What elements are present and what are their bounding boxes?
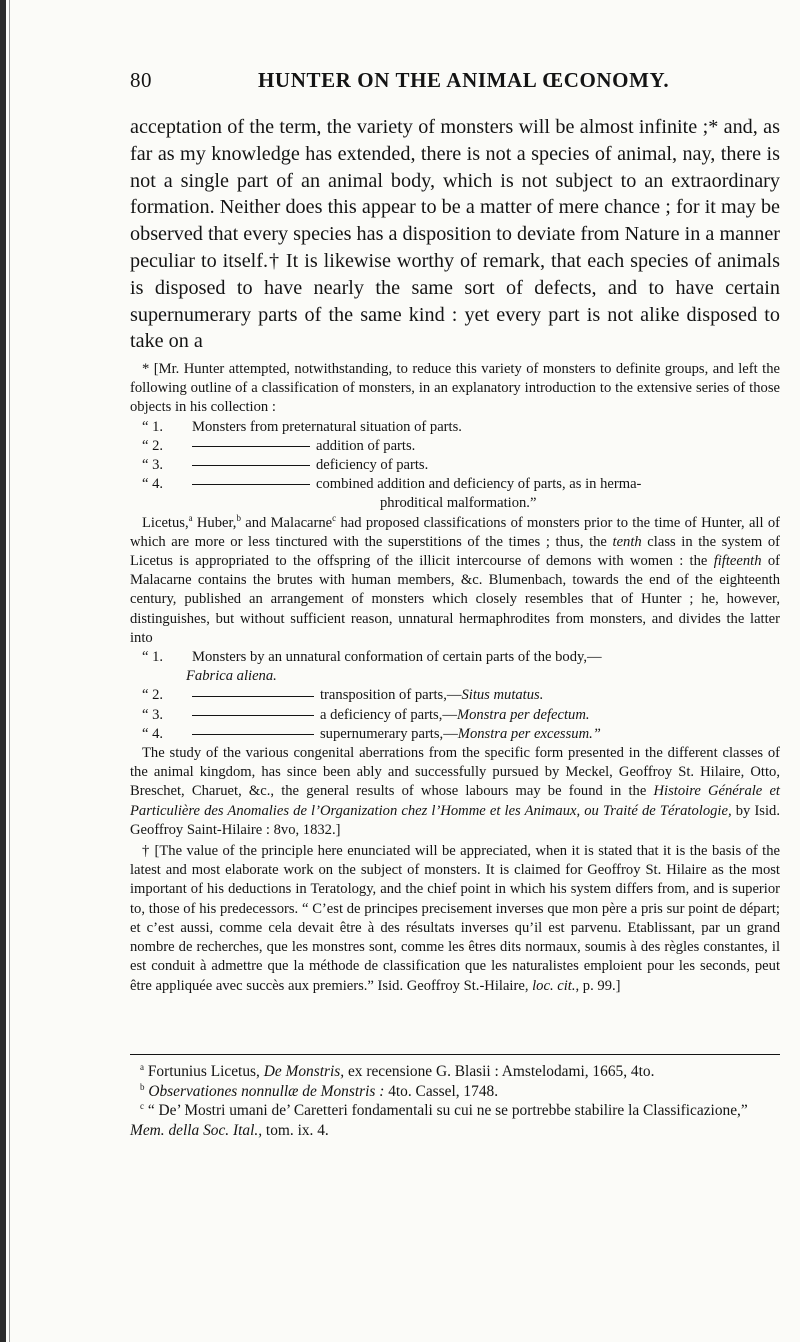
running-title: HUNTER ON THE ANIMAL ŒCONOMY. bbox=[258, 68, 670, 92]
footnote-divider bbox=[130, 1054, 780, 1055]
reference-notes bbox=[130, 1062, 780, 1140]
ditto-rule bbox=[192, 484, 310, 485]
reference-a: $^a$ Fortunius Licetus, De Monstris, ex recensione G. Blasii : Amstelodami, 1665, 4to. bbox=[140, 1062, 655, 1080]
footnote-asterisk: * [Mr. Hunter attempted, notwithstanding, to reduce this variety of monsters to definite groups, and left the following outline of a classification of monsters, in an explanatory introduction to the extensive series of those objects in his collection : “ 1. Monsters from preternatural situation of parts. “ 2. addition of parts. “ 3. deficiency of parts. “ 4. combined addition and deficiency of parts, as in herma- phroditical malformation.” Licetus,$^a$ Huber,$^b$ and Malacarne$^c$ had proposed classifications of monsters prior to the time of Hunter, all of which are more or less tinctured with the superstitions of the times ; thus, the tenth class in the system of Licetus is appropriated to the offspring of the illicit intercourse of demons with women : the fifteenth of Malacarne contains the brutes with human members, &c. Blumenbach, towards the end of the eighteenth century, published an arrangement of monsters which closely resembles that of Hunter ; he, however, distinguishes, but without sufficient reason, unnatural hermaphrodites from monsters, and divides the latter into “ 1. Monsters by an unnatural conformation of certain parts of the body,— Fabrica aliena. “ 2. transposition of parts,—Situs mutatus. “ 3. a deficiency of parts,—Monstra per defectum. “ 4. supernumerary parts,—Monstra per excessum.” The study of the various congenital aberrations from the specific form presented in the different classes of the animal kingdom, has since been ably and successfully pursued by Meckel, Geoffroy St. Hilaire, Otto, Breschet, Charuet, &c., the general results of whose labours may be found in the Histoire Générale et Particulière des Anomalies de l’Organization chez l’Homme et les Animaux, ou Traité de Tératologie, by Isid. Geoffroy Saint-Hilaire : 8vo, 1832.] † [The value of the principle here enunciated will be appreciated, when it is stated that it is the basis of the latest and most elaborate work on the subject of monsters. It is claimed for Geoffroy St. Hilaire as the most important of his deductions in Teratology, and the chief point in which his system differs from, and is superior to, those of his predecessors. “ C’est de principes precisement inverses que mon père a pris sur point de départ; et c’est aussi, comme cela devait être à des résultats inverses qu’il est parvenu. Etablissant, par un grand nombre de recherches, que les monstres sont, comme les êtres dits normaux, soumis à des règles constantes, il est conduit à admettre que la méthode de classification que les naturalistes emploient pour les seconds, peut être appliquée avec succès aux premiers.” Isid. Geoffroy St.-Hilaire, loc. cit., p. 99.] bbox=[130, 360, 780, 996]
footnote-intro: * [Mr. Hunter attempted, notwithstanding, to reduce this variety of monsters to definite groups, and left the following outline of a classification of monsters, in an explanatory introduction to the extensive series of those objects in his collection : bbox=[130, 361, 780, 416]
list-item: “ 4. combined addition and deficiency of parts, as in herma- bbox=[142, 476, 642, 493]
list-item: “ 4. supernumerary parts,—Monstra per excessum.” bbox=[142, 725, 601, 742]
ditto-rule bbox=[192, 446, 310, 447]
list-item: “ 2. transposition of parts,—Situs mutatus. bbox=[142, 687, 544, 704]
page-number: 80 bbox=[130, 68, 152, 92]
footnote-paragraph: The study of the various congenital aberrations from the specific form presented in the different classes of the animal kingdom, has since been ably and successfully pursued by Meckel, Geoffroy St. Hilaire, Otto, Breschet, Charuet, &c., the general results of whose labours may be found in the Histoire Générale et Particulière des Anomalies de l’Organization chez l’Homme et les Animaux, ou Traité de Tératologie, by Isid. Geoffroy Saint-Hilaire : 8vo, 1832.] bbox=[130, 745, 780, 838]
ditto-rule bbox=[192, 734, 314, 735]
ditto-rule bbox=[192, 696, 314, 697]
footnote-paragraph: Licetus,$^a$ Huber,$^b$ and Malacarne$^c$ had proposed classifications of monsters prior to the time of Hunter, all of which are more or less tinctured with the superstitions of the times ; thus, the tenth class in the system of Licetus is appropriated to the offspring of the illicit intercourse of demons with women : the fifteenth of Malacarne contains the brutes with human members, &c. Blumenbach, towards the end of the eighteenth century, published an arrangement of monsters which closely resembles that of Hunter ; he, however, distinguishes, but without sufficient reason, unnatural hermaphrodites from monsters, and divides the latter into bbox=[130, 512, 780, 646]
list-item: “ 1. Monsters from preternatural situation of parts. bbox=[142, 418, 462, 435]
ditto-rule bbox=[192, 715, 314, 716]
ditto-rule bbox=[192, 465, 310, 466]
reference-b: $^b$ Observationes nonnullæ de Monstris : 4to. Cassel, 1748. bbox=[140, 1081, 499, 1100]
main-text bbox=[130, 114, 780, 355]
list-item: “ 3. a deficiency of parts,—Monstra per defectum. bbox=[142, 706, 590, 723]
list-item: “ 1. Monsters by an unnatural conformation of certain parts of the body,— bbox=[142, 649, 602, 666]
main-paragraph: acceptation of the term, the variety of monsters will be almost infinite ;* and, as far as my knowledge has extended, there is not a species of animal, nay, there is not a single part of an animal body, which is not subject to an extraordinary formation. Neither does this appear to be a matter of mere chance ; for it may be observed that every species has a disposition to deviate from Nature in a manner peculiar to itself.† It is likewise worthy of remark, that each species of animals is disposed to have nearly the same sort of defects, and to have certain supernumerary parts of the same kind : yet every part is not alike disposed to take on a bbox=[130, 116, 780, 353]
list-item: “ 3. deficiency of parts. bbox=[142, 457, 429, 474]
page-edge-shadow bbox=[0, 0, 6, 1342]
list-item: “ 2. addition of parts. bbox=[142, 437, 416, 454]
reference-c: $^c$ “ De’ Mostri umani de’ Caretteri fondamentali su cui ne se portrebbe stabilire la Classificazione,” Mem. della Soc. Ital., tom. ix. 4. bbox=[130, 1101, 748, 1139]
page-edge-line bbox=[9, 0, 10, 1342]
footnote-dagger: † [The value of the principle here enunciated will be appreciated, when it is stated that it is the basis of the latest and most elaborate work on the subject of monsters. It is claimed for Geoffroy St. Hilaire as the most important of his deductions in Teratology, and the chief point in which his system differs from, and is superior to, those of his predecessors. “ C’est de principes precisement inverses que mon père a pris sur point de départ; et c’est aussi, comme cela devait être à des résultats inverses qu’il est parvenu. Etablissant, par un grand nombre de recherches, que les monstres sont, comme les êtres dits normaux, soumis à des règles constantes, il est conduit à admettre que la méthode de classification que les naturalistes emploient pour les seconds, peut être appliquée avec succès aux premiers.” Isid. Geoffroy St.-Hilaire, loc. cit., p. 99.] bbox=[130, 843, 780, 994]
